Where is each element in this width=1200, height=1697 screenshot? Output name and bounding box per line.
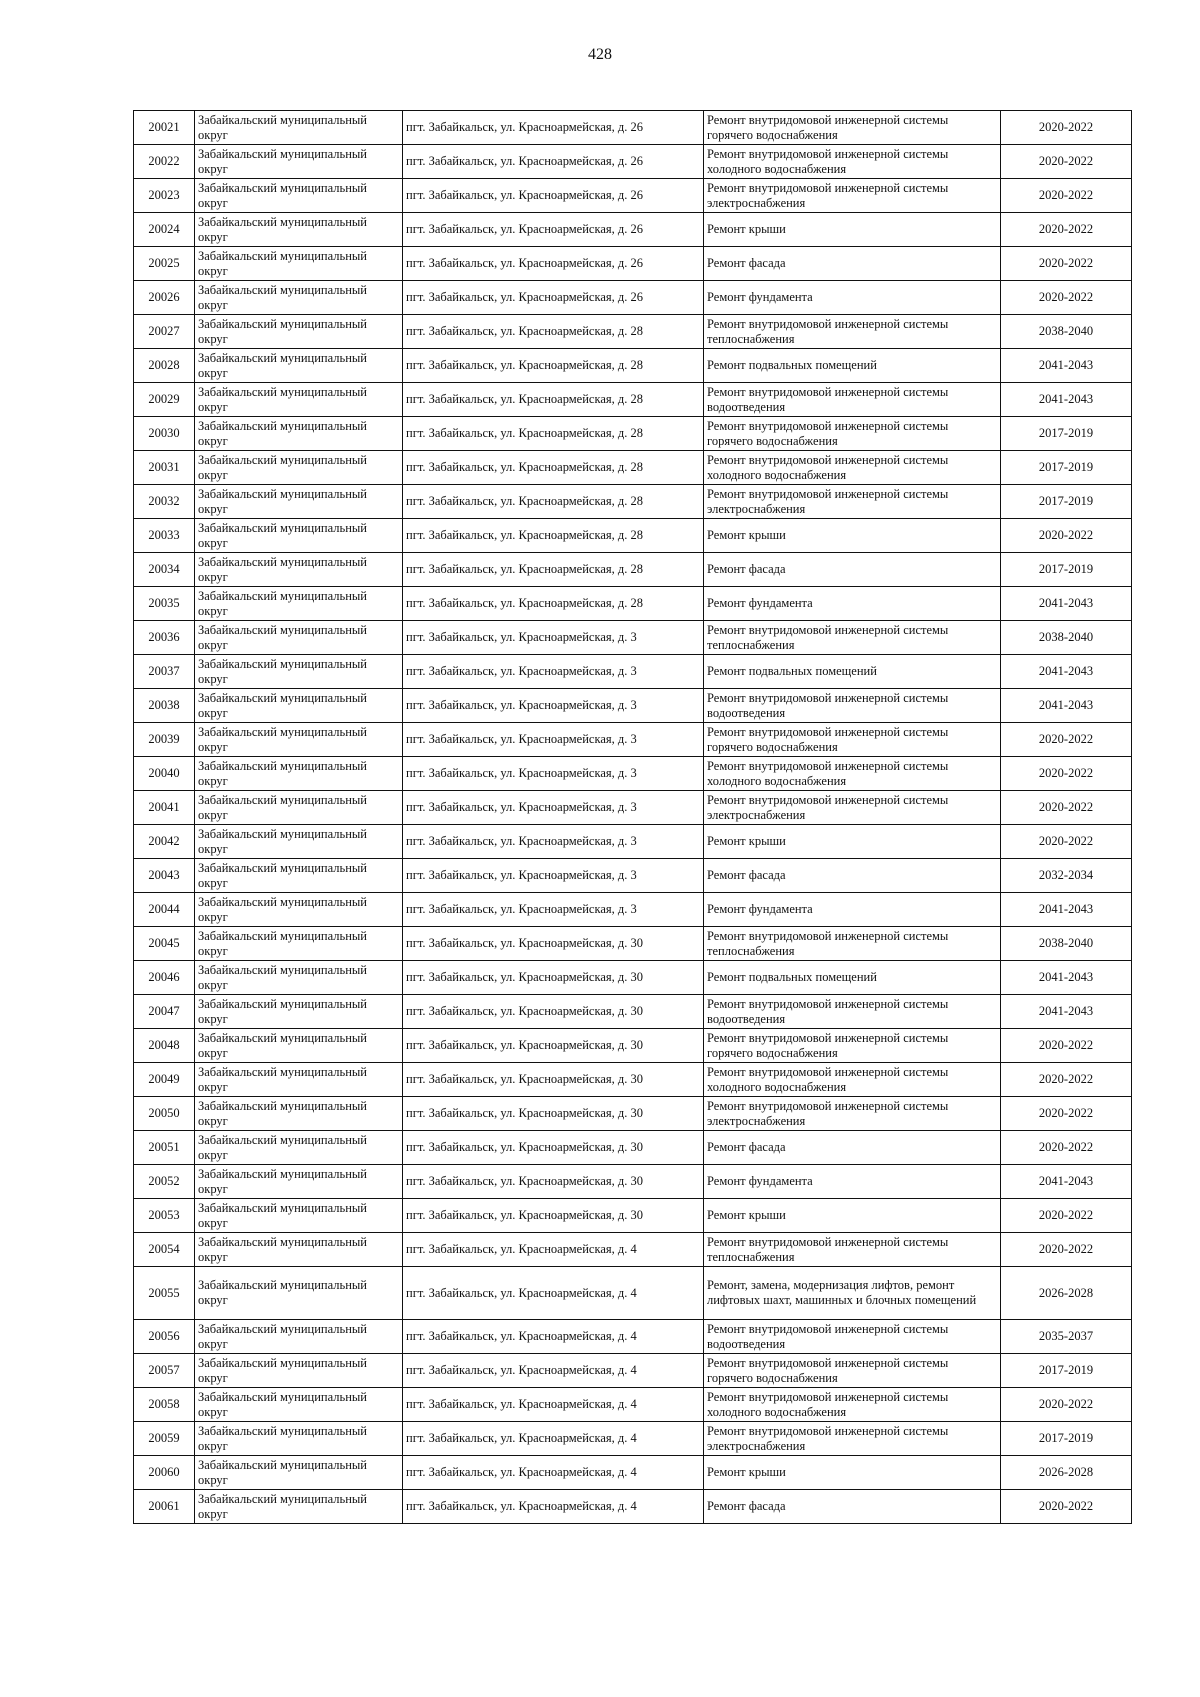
- work-type-cell: Ремонт внутридомовой инженерной системы водоотведения: [704, 995, 1001, 1029]
- period-cell: 2020-2022: [1001, 723, 1132, 757]
- municipality-cell: Забайкальский муниципальный округ: [195, 1422, 403, 1456]
- work-type-cell: Ремонт подвальных помещений: [704, 655, 1001, 689]
- row-number-cell: 20027: [134, 315, 195, 349]
- municipality-cell: Забайкальский муниципальный округ: [195, 723, 403, 757]
- address-cell: пгт. Забайкальск, ул. Красноармейская, д. 26: [403, 281, 704, 315]
- address-cell: пгт. Забайкальск, ул. Красноармейская, д. 30: [403, 1063, 704, 1097]
- address-cell: пгт. Забайкальск, ул. Красноармейская, д. 4: [403, 1354, 704, 1388]
- period-cell: 2026-2028: [1001, 1456, 1132, 1490]
- period-cell: 2041-2043: [1001, 655, 1132, 689]
- work-type-cell: Ремонт фасада: [704, 553, 1001, 587]
- work-type-cell: Ремонт внутридомовой инженерной системы горячего водоснабжения: [704, 1354, 1001, 1388]
- row-number-cell: 20042: [134, 825, 195, 859]
- work-type-cell: Ремонт крыши: [704, 1199, 1001, 1233]
- row-number-cell: 20056: [134, 1320, 195, 1354]
- table-row: [134, 859, 1132, 893]
- table-row: [134, 1267, 1132, 1320]
- period-cell: 2017-2019: [1001, 553, 1132, 587]
- address-cell: пгт. Забайкальск, ул. Красноармейская, д. 30: [403, 1199, 704, 1233]
- row-number-cell: 20031: [134, 451, 195, 485]
- address-cell: пгт. Забайкальск, ул. Красноармейская, д. 30: [403, 1165, 704, 1199]
- table-row: [134, 791, 1132, 825]
- table-row: [134, 893, 1132, 927]
- address-cell: пгт. Забайкальск, ул. Красноармейская, д. 30: [403, 927, 704, 961]
- address-cell: пгт. Забайкальск, ул. Красноармейская, д. 26: [403, 145, 704, 179]
- row-number-cell: 20057: [134, 1354, 195, 1388]
- municipality-cell: Забайкальский муниципальный округ: [195, 1490, 403, 1524]
- work-type-cell: Ремонт фасада: [704, 247, 1001, 281]
- table-row: [134, 451, 1132, 485]
- work-type-cell: Ремонт подвальных помещений: [704, 349, 1001, 383]
- municipality-cell: Забайкальский муниципальный округ: [195, 553, 403, 587]
- table-row: [134, 723, 1132, 757]
- period-cell: 2020-2022: [1001, 791, 1132, 825]
- row-number-cell: 20048: [134, 1029, 195, 1063]
- period-cell: 2020-2022: [1001, 247, 1132, 281]
- municipality-cell: Забайкальский муниципальный округ: [195, 1097, 403, 1131]
- work-type-cell: Ремонт внутридомовой инженерной системы электроснабжения: [704, 1422, 1001, 1456]
- period-cell: 2041-2043: [1001, 349, 1132, 383]
- address-cell: пгт. Забайкальск, ул. Красноармейская, д. 30: [403, 1029, 704, 1063]
- municipality-cell: Забайкальский муниципальный округ: [195, 111, 403, 145]
- row-number-cell: 20030: [134, 417, 195, 451]
- address-cell: пгт. Забайкальск, ул. Красноармейская, д. 4: [403, 1422, 704, 1456]
- period-cell: 2041-2043: [1001, 995, 1132, 1029]
- municipality-cell: Забайкальский муниципальный округ: [195, 961, 403, 995]
- table-row: [134, 1063, 1132, 1097]
- municipality-cell: Забайкальский муниципальный округ: [195, 1131, 403, 1165]
- period-cell: 2020-2022: [1001, 1131, 1132, 1165]
- work-type-cell: Ремонт внутридомовой инженерной системы теплоснабжения: [704, 1233, 1001, 1267]
- period-cell: 2020-2022: [1001, 1388, 1132, 1422]
- municipality-cell: Забайкальский муниципальный округ: [195, 1029, 403, 1063]
- work-type-cell: Ремонт подвальных помещений: [704, 961, 1001, 995]
- period-cell: 2020-2022: [1001, 519, 1132, 553]
- table-row: [134, 1165, 1132, 1199]
- period-cell: 2020-2022: [1001, 145, 1132, 179]
- municipality-cell: Забайкальский муниципальный округ: [195, 1063, 403, 1097]
- period-cell: 2020-2022: [1001, 1029, 1132, 1063]
- table-row: [134, 1490, 1132, 1524]
- period-cell: 2020-2022: [1001, 1097, 1132, 1131]
- work-type-cell: Ремонт внутридомовой инженерной системы теплоснабжения: [704, 315, 1001, 349]
- work-type-cell: Ремонт крыши: [704, 519, 1001, 553]
- address-cell: пгт. Забайкальск, ул. Красноармейская, д. 28: [403, 519, 704, 553]
- row-number-cell: 20044: [134, 893, 195, 927]
- period-cell: 2041-2043: [1001, 689, 1132, 723]
- row-number-cell: 20055: [134, 1267, 195, 1320]
- table-row: [134, 655, 1132, 689]
- period-cell: 2020-2022: [1001, 1233, 1132, 1267]
- municipality-cell: Забайкальский муниципальный округ: [195, 349, 403, 383]
- work-type-cell: Ремонт внутридомовой инженерной системы холодного водоснабжения: [704, 757, 1001, 791]
- work-type-cell: Ремонт фундамента: [704, 893, 1001, 927]
- work-type-cell: Ремонт фасада: [704, 1490, 1001, 1524]
- period-cell: 2017-2019: [1001, 451, 1132, 485]
- work-type-cell: Ремонт внутридомовой инженерной системы электроснабжения: [704, 791, 1001, 825]
- period-cell: 2026-2028: [1001, 1267, 1132, 1320]
- table-row: [134, 1131, 1132, 1165]
- municipality-cell: Забайкальский муниципальный округ: [195, 417, 403, 451]
- municipality-cell: Забайкальский муниципальный округ: [195, 587, 403, 621]
- table-row: [134, 281, 1132, 315]
- address-cell: пгт. Забайкальск, ул. Красноармейская, д. 3: [403, 757, 704, 791]
- address-cell: пгт. Забайкальск, ул. Красноармейская, д. 4: [403, 1267, 704, 1320]
- municipality-cell: Забайкальский муниципальный округ: [195, 791, 403, 825]
- row-number-cell: 20029: [134, 383, 195, 417]
- address-cell: пгт. Забайкальск, ул. Красноармейская, д. 28: [403, 553, 704, 587]
- repair-schedule-table: [133, 110, 1132, 1524]
- table-body: [134, 111, 1132, 1524]
- municipality-cell: Забайкальский муниципальный округ: [195, 451, 403, 485]
- table-row: [134, 1354, 1132, 1388]
- table-row: [134, 621, 1132, 655]
- address-cell: пгт. Забайкальск, ул. Красноармейская, д. 28: [403, 349, 704, 383]
- row-number-cell: 20022: [134, 145, 195, 179]
- address-cell: пгт. Забайкальск, ул. Красноармейская, д. 26: [403, 247, 704, 281]
- work-type-cell: Ремонт крыши: [704, 825, 1001, 859]
- row-number-cell: 20061: [134, 1490, 195, 1524]
- row-number-cell: 20052: [134, 1165, 195, 1199]
- table-row: [134, 757, 1132, 791]
- period-cell: 2020-2022: [1001, 757, 1132, 791]
- address-cell: пгт. Забайкальск, ул. Красноармейская, д. 28: [403, 315, 704, 349]
- municipality-cell: Забайкальский муниципальный округ: [195, 757, 403, 791]
- work-type-cell: Ремонт внутридомовой инженерной системы холодного водоснабжения: [704, 145, 1001, 179]
- address-cell: пгт. Забайкальск, ул. Красноармейская, д. 30: [403, 1097, 704, 1131]
- period-cell: 2017-2019: [1001, 1422, 1132, 1456]
- municipality-cell: Забайкальский муниципальный округ: [195, 825, 403, 859]
- row-number-cell: 20043: [134, 859, 195, 893]
- work-type-cell: Ремонт фасада: [704, 859, 1001, 893]
- row-number-cell: 20053: [134, 1199, 195, 1233]
- municipality-cell: Забайкальский муниципальный округ: [195, 485, 403, 519]
- table-row: [134, 1233, 1132, 1267]
- table-row: [134, 485, 1132, 519]
- address-cell: пгт. Забайкальск, ул. Красноармейская, д. 3: [403, 825, 704, 859]
- municipality-cell: Забайкальский муниципальный округ: [195, 1199, 403, 1233]
- address-cell: пгт. Забайкальск, ул. Красноармейская, д. 4: [403, 1233, 704, 1267]
- period-cell: 2041-2043: [1001, 587, 1132, 621]
- row-number-cell: 20028: [134, 349, 195, 383]
- address-cell: пгт. Забайкальск, ул. Красноармейская, д. 26: [403, 179, 704, 213]
- period-cell: 2017-2019: [1001, 1354, 1132, 1388]
- row-number-cell: 20047: [134, 995, 195, 1029]
- row-number-cell: 20039: [134, 723, 195, 757]
- municipality-cell: Забайкальский муниципальный округ: [195, 1456, 403, 1490]
- table-row: [134, 1388, 1132, 1422]
- period-cell: 2041-2043: [1001, 961, 1132, 995]
- municipality-cell: Забайкальский муниципальный округ: [195, 383, 403, 417]
- municipality-cell: Забайкальский муниципальный округ: [195, 1354, 403, 1388]
- address-cell: пгт. Забайкальск, ул. Красноармейская, д. 28: [403, 417, 704, 451]
- municipality-cell: Забайкальский муниципальный округ: [195, 247, 403, 281]
- row-number-cell: 20026: [134, 281, 195, 315]
- address-cell: пгт. Забайкальск, ул. Красноармейская, д. 28: [403, 383, 704, 417]
- work-type-cell: Ремонт внутридомовой инженерной системы горячего водоснабжения: [704, 111, 1001, 145]
- page-number: 428: [588, 46, 612, 63]
- work-type-cell: Ремонт внутридомовой инженерной системы теплоснабжения: [704, 927, 1001, 961]
- municipality-cell: Забайкальский муниципальный округ: [195, 1233, 403, 1267]
- row-number-cell: 20033: [134, 519, 195, 553]
- municipality-cell: Забайкальский муниципальный округ: [195, 213, 403, 247]
- work-type-cell: Ремонт внутридомовой инженерной системы холодного водоснабжения: [704, 451, 1001, 485]
- table-row: [134, 179, 1132, 213]
- table-row: [134, 1199, 1132, 1233]
- address-cell: пгт. Забайкальск, ул. Красноармейская, д. 3: [403, 621, 704, 655]
- municipality-cell: Забайкальский муниципальный округ: [195, 927, 403, 961]
- period-cell: 2041-2043: [1001, 383, 1132, 417]
- period-cell: 2020-2022: [1001, 1063, 1132, 1097]
- table-row: [134, 247, 1132, 281]
- table-row: [134, 927, 1132, 961]
- period-cell: 2020-2022: [1001, 1199, 1132, 1233]
- table-row: [134, 961, 1132, 995]
- period-cell: 2020-2022: [1001, 1490, 1132, 1524]
- work-type-cell: Ремонт фасада: [704, 1131, 1001, 1165]
- municipality-cell: Забайкальский муниципальный округ: [195, 1320, 403, 1354]
- row-number-cell: 20051: [134, 1131, 195, 1165]
- address-cell: пгт. Забайкальск, ул. Красноармейская, д. 3: [403, 655, 704, 689]
- row-number-cell: 20038: [134, 689, 195, 723]
- work-type-cell: Ремонт внутридомовой инженерной системы холодного водоснабжения: [704, 1388, 1001, 1422]
- address-cell: пгт. Забайкальск, ул. Красноармейская, д. 26: [403, 213, 704, 247]
- municipality-cell: Забайкальский муниципальный округ: [195, 1267, 403, 1320]
- table-row: [134, 519, 1132, 553]
- municipality-cell: Забайкальский муниципальный округ: [195, 179, 403, 213]
- work-type-cell: Ремонт фундамента: [704, 587, 1001, 621]
- row-number-cell: 20054: [134, 1233, 195, 1267]
- table-row: [134, 1320, 1132, 1354]
- period-cell: 2020-2022: [1001, 213, 1132, 247]
- row-number-cell: 20045: [134, 927, 195, 961]
- municipality-cell: Забайкальский муниципальный округ: [195, 621, 403, 655]
- table-row: [134, 349, 1132, 383]
- work-type-cell: Ремонт фундамента: [704, 1165, 1001, 1199]
- period-cell: 2038-2040: [1001, 927, 1132, 961]
- row-number-cell: 20036: [134, 621, 195, 655]
- work-type-cell: Ремонт, замена, модернизация лифтов, ремонт лифтовых шахт, машинных и блочных помещений: [704, 1267, 1001, 1320]
- row-number-cell: 20021: [134, 111, 195, 145]
- work-type-cell: Ремонт внутридомовой инженерной системы горячего водоснабжения: [704, 417, 1001, 451]
- row-number-cell: 20059: [134, 1422, 195, 1456]
- table-row: [134, 111, 1132, 145]
- address-cell: пгт. Забайкальск, ул. Красноармейская, д. 4: [403, 1320, 704, 1354]
- table-row: [134, 995, 1132, 1029]
- work-type-cell: Ремонт внутридомовой инженерной системы электроснабжения: [704, 485, 1001, 519]
- address-cell: пгт. Забайкальск, ул. Красноармейская, д. 3: [403, 723, 704, 757]
- address-cell: пгт. Забайкальск, ул. Красноармейская, д. 28: [403, 451, 704, 485]
- municipality-cell: Забайкальский муниципальный округ: [195, 893, 403, 927]
- row-number-cell: 20041: [134, 791, 195, 825]
- row-number-cell: 20024: [134, 213, 195, 247]
- work-type-cell: Ремонт внутридомовой инженерной системы холодного водоснабжения: [704, 1063, 1001, 1097]
- period-cell: 2020-2022: [1001, 825, 1132, 859]
- municipality-cell: Забайкальский муниципальный округ: [195, 145, 403, 179]
- period-cell: 2032-2034: [1001, 859, 1132, 893]
- address-cell: пгт. Забайкальск, ул. Красноармейская, д. 28: [403, 587, 704, 621]
- row-number-cell: 20034: [134, 553, 195, 587]
- period-cell: 2041-2043: [1001, 1165, 1132, 1199]
- address-cell: пгт. Забайкальск, ул. Красноармейская, д. 4: [403, 1388, 704, 1422]
- table-row: [134, 145, 1132, 179]
- work-type-cell: Ремонт крыши: [704, 1456, 1001, 1490]
- municipality-cell: Забайкальский муниципальный округ: [195, 859, 403, 893]
- table-row: [134, 825, 1132, 859]
- table-row: [134, 553, 1132, 587]
- row-number-cell: 20025: [134, 247, 195, 281]
- row-number-cell: 20040: [134, 757, 195, 791]
- address-cell: пгт. Забайкальск, ул. Красноармейская, д. 3: [403, 893, 704, 927]
- municipality-cell: Забайкальский муниципальный округ: [195, 995, 403, 1029]
- row-number-cell: 20049: [134, 1063, 195, 1097]
- table-row: [134, 1029, 1132, 1063]
- row-number-cell: 20032: [134, 485, 195, 519]
- table-row: [134, 1422, 1132, 1456]
- period-cell: 2020-2022: [1001, 111, 1132, 145]
- municipality-cell: Забайкальский муниципальный округ: [195, 519, 403, 553]
- address-cell: пгт. Забайкальск, ул. Красноармейская, д. 3: [403, 859, 704, 893]
- table-row: [134, 315, 1132, 349]
- municipality-cell: Забайкальский муниципальный округ: [195, 655, 403, 689]
- work-type-cell: Ремонт внутридомовой инженерной системы горячего водоснабжения: [704, 723, 1001, 757]
- period-cell: 2020-2022: [1001, 281, 1132, 315]
- municipality-cell: Забайкальский муниципальный округ: [195, 689, 403, 723]
- work-type-cell: Ремонт внутридомовой инженерной системы водоотведения: [704, 383, 1001, 417]
- address-cell: пгт. Забайкальск, ул. Красноармейская, д. 30: [403, 961, 704, 995]
- period-cell: 2038-2040: [1001, 621, 1132, 655]
- municipality-cell: Забайкальский муниципальный округ: [195, 1165, 403, 1199]
- row-number-cell: 20037: [134, 655, 195, 689]
- address-cell: пгт. Забайкальск, ул. Красноармейская, д. 26: [403, 111, 704, 145]
- period-cell: 2035-2037: [1001, 1320, 1132, 1354]
- work-type-cell: Ремонт внутридомовой инженерной системы электроснабжения: [704, 179, 1001, 213]
- table-row: [134, 1456, 1132, 1490]
- period-cell: 2017-2019: [1001, 417, 1132, 451]
- municipality-cell: Забайкальский муниципальный округ: [195, 1388, 403, 1422]
- row-number-cell: 20058: [134, 1388, 195, 1422]
- work-type-cell: Ремонт внутридомовой инженерной системы горячего водоснабжения: [704, 1029, 1001, 1063]
- table-row: [134, 383, 1132, 417]
- table-row: [134, 417, 1132, 451]
- address-cell: пгт. Забайкальск, ул. Красноармейская, д. 30: [403, 995, 704, 1029]
- period-cell: 2017-2019: [1001, 485, 1132, 519]
- municipality-cell: Забайкальский муниципальный округ: [195, 281, 403, 315]
- work-type-cell: Ремонт внутридомовой инженерной системы электроснабжения: [704, 1097, 1001, 1131]
- row-number-cell: 20035: [134, 587, 195, 621]
- work-type-cell: Ремонт внутридомовой инженерной системы водоотведения: [704, 689, 1001, 723]
- work-type-cell: Ремонт внутридомовой инженерной системы теплоснабжения: [704, 621, 1001, 655]
- table-row: [134, 213, 1132, 247]
- work-type-cell: Ремонт внутридомовой инженерной системы водоотведения: [704, 1320, 1001, 1354]
- municipality-cell: Забайкальский муниципальный округ: [195, 315, 403, 349]
- row-number-cell: 20060: [134, 1456, 195, 1490]
- address-cell: пгт. Забайкальск, ул. Красноармейская, д. 3: [403, 689, 704, 723]
- table-row: [134, 587, 1132, 621]
- address-cell: пгт. Забайкальск, ул. Красноармейская, д. 28: [403, 485, 704, 519]
- row-number-cell: 20046: [134, 961, 195, 995]
- work-type-cell: Ремонт крыши: [704, 213, 1001, 247]
- table-row: [134, 689, 1132, 723]
- address-cell: пгт. Забайкальск, ул. Красноармейская, д. 3: [403, 791, 704, 825]
- period-cell: 2038-2040: [1001, 315, 1132, 349]
- address-cell: пгт. Забайкальск, ул. Красноармейская, д. 4: [403, 1490, 704, 1524]
- address-cell: пгт. Забайкальск, ул. Красноармейская, д. 30: [403, 1131, 704, 1165]
- row-number-cell: 20023: [134, 179, 195, 213]
- address-cell: пгт. Забайкальск, ул. Красноармейская, д. 4: [403, 1456, 704, 1490]
- period-cell: 2020-2022: [1001, 179, 1132, 213]
- row-number-cell: 20050: [134, 1097, 195, 1131]
- table-row: [134, 1097, 1132, 1131]
- period-cell: 2041-2043: [1001, 893, 1132, 927]
- work-type-cell: Ремонт фундамента: [704, 281, 1001, 315]
